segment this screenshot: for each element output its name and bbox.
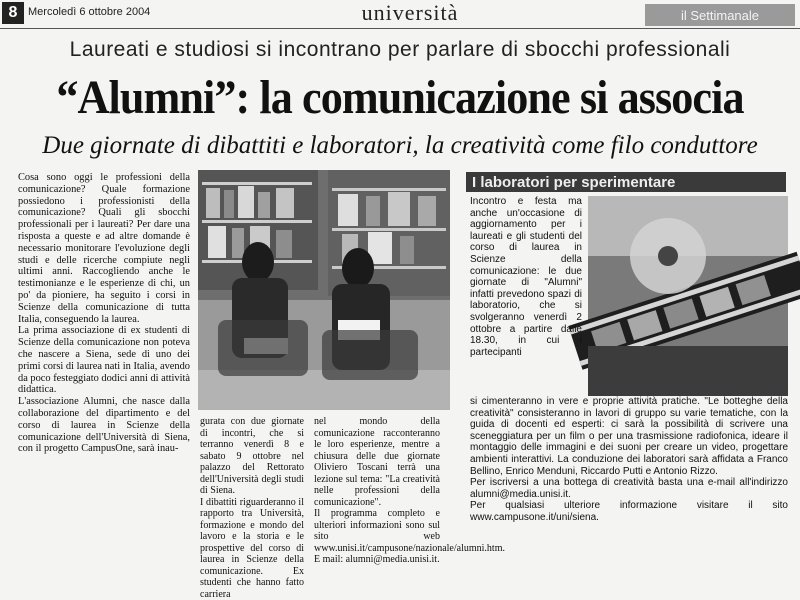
page-number: 8 (2, 2, 24, 24)
article-headline: “Alumni”: la comunicazione si associa (32, 68, 768, 128)
paragraph: si cimenteranno in vere e proprie attività pratiche. "Le botteghe della creatività" consisteranno in lavori di gruppo su varie tematiche, con la guida di docenti ed esperti: ci sarà la possibilità di scrivere una sceneggiatura per un film o per una trasmissione radiofonica, ideare il montaggio delle immagini e dei suoni per creare un video, progettare ambienti interattivi. La conduzione dei laboratori sarà affidata a Franco Bellino, Enrico Menduni, Riccardo Putti e Antonio Rizzo. (470, 396, 788, 477)
article-column-1 (18, 172, 190, 584)
paragraph: Per iscriversi a una bottega di creatività basta una e-mail all'indirizzo alumni@media.unisi.it. (470, 477, 788, 500)
section-title: università (300, 0, 520, 26)
paragraph: Cosa sono oggi le professioni della comunicazione? Quale formazione possiedono i professionisti della comunicazione? Quali gli sbocchi professionali per i laureati? Per dare una risposta a queste e ad altre domande è necessario monitorare l'evoluzione degli studi e delle ricerche compiute negli ultimi anni. Raccogliendo anche le testimonianze e le esperienze di chi, un po' da pioniere, ha seguito i corsi in Scienze della comunicazione di tutta Italia, conseguendo la laurea. (18, 172, 190, 325)
sidebar-intro: Incontro e festa ma anche un'occasione di aggiornamento per i laureati e gli studenti del corso di laurea in Scienze della comunicazione: le due giornate di "Alumni" infatti prevedono spazi di laboratorio, che si svolgeranno venerdì 2 ottobre a partire dalle 18.30, in cui i partecipanti (470, 196, 582, 396)
paragraph: nel mondo della comunicazione racconteranno le loro esperienze, mentre a chiusura delle due giornate Oliviero Toscani terrà una lezione sul tema: "La creatività nelle professioni della comunicazione". (314, 416, 440, 508)
article-column-2 (200, 416, 304, 586)
newspaper-brand: il Settimanale (645, 4, 795, 26)
paragraph: L'associazione Alumni, che nasce dalla collaborazione del dipartimento e del corso di laurea in Scienze della comunicazione dell'Università di Siena, con il progetto CampusOne, sarà inau- (18, 396, 190, 455)
paragraph: I dibattiti riguarderanno il rapporto tra Università, formazione e mondo del lavoro e la storia e le prospettive del corso di laurea in Scienze della comunicazione. Ex studenti che hanno fatto carriera (200, 497, 304, 600)
header-rule (0, 28, 800, 29)
film-reel-photo (588, 196, 788, 396)
paragraph: Per qualsiasi ulteriore informazione visitare il sito www.campusone.it/uni/siena. (470, 500, 788, 523)
sidebar-body (470, 396, 788, 584)
sidebar-title: I laboratori per sperimentare (466, 172, 786, 192)
paragraph: gurata con due giornate di incontri, che si terranno venerdì 8 e sabato 9 ottobre nel palazzo del Rettorato dell'Università degli studi di Siena. (200, 416, 304, 497)
issue-date: Mercoledì 6 ottobre 2004 (28, 6, 150, 18)
article-column-3 (314, 416, 440, 586)
students-photo (198, 170, 450, 410)
article-kicker: Laureati e studiosi si incontrano per parlare di sbocchi professionali (0, 38, 800, 62)
paragraph: La prima associazione di ex studenti di Scienze della comunicazione non poteva che nascere a Siena, sede di uno dei primi corsi di laurea nati in Italia, avendo da poco festeggiato dodici anni di attività didattica. (18, 325, 190, 396)
article-subhead: Due giornate di dibattiti e laboratori, la creatività come filo conduttore (0, 132, 800, 160)
paragraph: Il programma completo e ulteriori informazioni sono sul sito web www.unisi.it/campusone/nazionale/alumni.htm. E mail: alumni@media.unisi.it. (314, 508, 440, 566)
